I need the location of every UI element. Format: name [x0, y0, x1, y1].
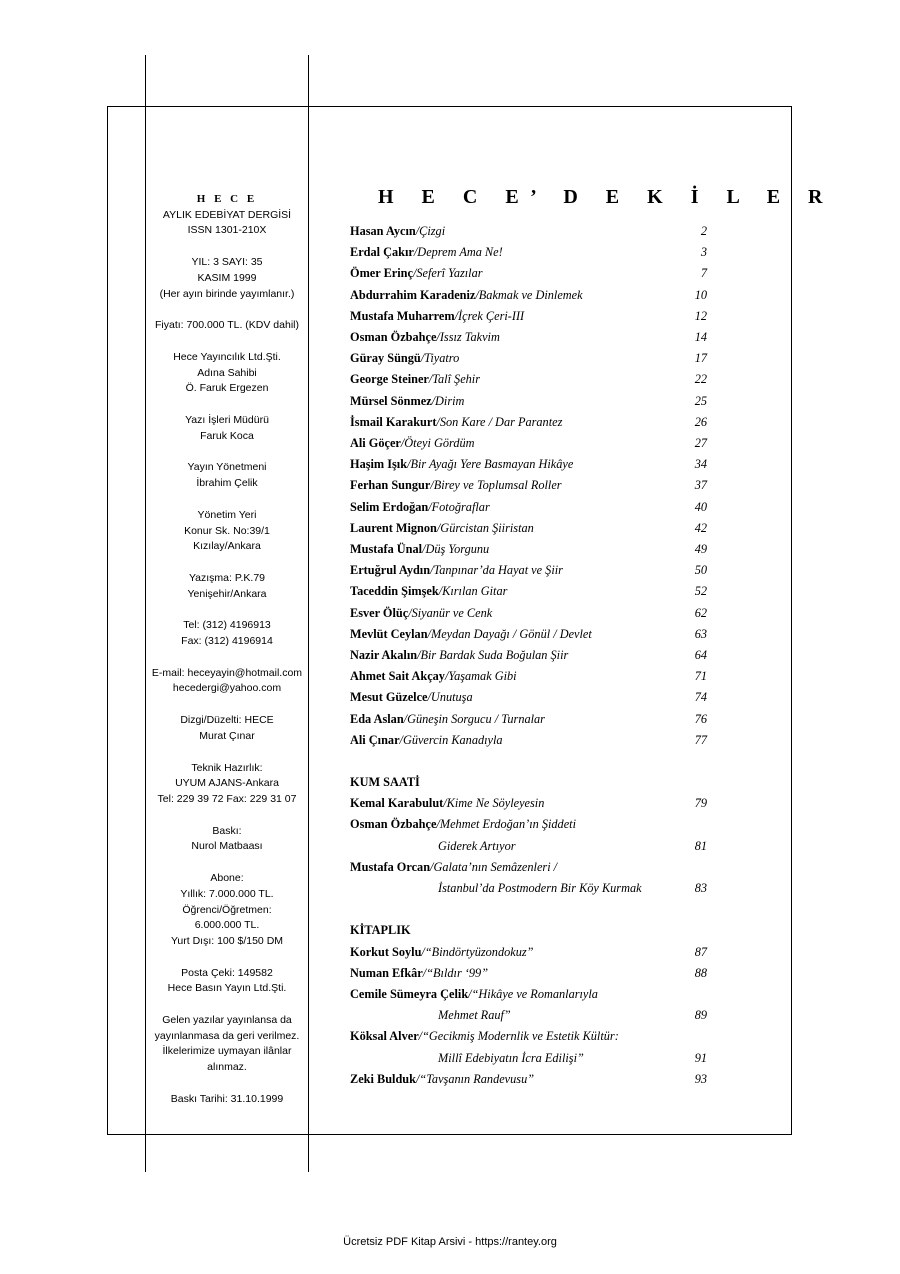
entry-page: 77: [694, 732, 707, 747]
entry-page: 42: [694, 520, 707, 535]
toc-entry-continuation: [350, 1005, 707, 1026]
entry-page: 64: [694, 648, 707, 663]
toc-section: [350, 920, 707, 1090]
entry-title: /Mehmet Erdoğan’ın Şiddeti: [436, 817, 576, 832]
entry-author: Mevlüt Ceylan: [350, 626, 428, 641]
entry-author: Nazir Akalın: [350, 648, 418, 663]
entry-page: 10: [694, 287, 707, 302]
entry-author: Ertuğrul Aydın: [350, 563, 431, 578]
entry-author: Esver Ölüç: [350, 605, 409, 620]
toc-entry: [350, 433, 707, 454]
entry-author: Numan Efkâr: [350, 965, 423, 980]
entry-title: /Kırılan Gitar: [438, 584, 508, 599]
entry-page: 17: [694, 351, 707, 366]
entry-title: /Seferî Yazılar: [412, 266, 483, 281]
entry-text: [350, 603, 492, 624]
entry-author: Güray Süngü: [350, 351, 421, 366]
entry-page: 81: [694, 838, 707, 853]
toc-entry: [350, 624, 707, 645]
entry-text: [350, 454, 573, 475]
imprint-line: Gelen yazılar yayınlansa da: [162, 1014, 292, 1027]
toc-entry: [350, 645, 707, 666]
entry-title: /Son Kare / Dar Parantez: [436, 414, 563, 429]
toc-entry: [350, 730, 707, 751]
imprint-line: Tel: (312) 4196913: [183, 619, 271, 632]
entry-page: 87: [694, 944, 707, 959]
imprint-block: [148, 1092, 306, 1108]
entry-text: [350, 539, 489, 560]
entry-text: [350, 560, 563, 581]
imprint-line: hecedergi@yahoo.com: [172, 682, 282, 695]
entry-title: /Issız Takvim: [436, 330, 500, 345]
imprint-block: [148, 350, 306, 397]
entry-title: /Bakmak ve Dinlemek: [475, 287, 583, 302]
entry-page: 14: [694, 330, 707, 345]
imprint-line: Yazı İşleri Müdürü: [185, 414, 269, 427]
entry-author: Mustafa Orcan: [350, 859, 431, 874]
entry-title: /Kime Ne Söyleyesin: [443, 796, 545, 811]
entry-page: 93: [694, 1071, 707, 1086]
entry-author: Selim Erdoğan: [350, 499, 429, 514]
entry-page: 71: [694, 669, 707, 684]
entry-author: Mürsel Sönmez: [350, 393, 432, 408]
entry-author: Erdal Çakır: [350, 245, 414, 260]
entry-title-continued: İstanbul’da Postmodern Bir Köy Kurmak: [438, 881, 642, 896]
entry-author: Mustafa Ünal: [350, 542, 423, 557]
entry-author: Taceddin Şimşek: [350, 584, 439, 599]
entry-page: 50: [694, 563, 707, 578]
imprint-column: [148, 192, 306, 1124]
entry-author: Ahmet Sait Akçay: [350, 669, 445, 684]
toc-entry: [350, 666, 707, 687]
imprint-line: Yönetim Yeri: [197, 508, 257, 521]
contents-title: H E C E’ D E K İ L E R: [378, 186, 834, 208]
imprint-line: Hece Yayıncılık Ltd.Şti.: [173, 350, 281, 363]
entry-author: George Steiner: [350, 372, 429, 387]
toc-entry: [350, 942, 707, 963]
entry-title: /Meydan Dayağı / Gönül / Devlet: [427, 626, 592, 641]
toc-entry: [350, 963, 707, 984]
toc-entry: [350, 603, 707, 624]
entry-author: Zeki Bulduk: [350, 1071, 416, 1086]
imprint-line: Baskı Tarihi: 31.10.1999: [170, 1092, 284, 1105]
imprint-line: Abone:: [210, 872, 244, 885]
toc-entry: [350, 539, 707, 560]
toc-entry: [350, 857, 707, 878]
entry-title: /Birey ve Toplumsal Roller: [430, 478, 562, 493]
entry-title: /Talî Şehir: [428, 372, 481, 387]
entry-title: /Bir Bardak Suda Boğulan Şiir: [417, 648, 569, 663]
imprint-line: alınmaz.: [207, 1061, 247, 1074]
entry-page: 12: [694, 308, 707, 323]
entry-text: [350, 709, 545, 730]
entry-text: [350, 327, 500, 348]
entry-text: [350, 242, 503, 263]
entry-author: Ferhan Sungur: [350, 478, 431, 493]
imprint-line: Yayın Yönetmeni: [187, 461, 267, 474]
toc-sections: [350, 772, 707, 1090]
entry-text: [350, 793, 544, 814]
imprint-line: 6.000.000 TL.: [194, 919, 260, 932]
entry-page: 22: [694, 372, 707, 387]
imprint-line: İbrahim Çelik: [196, 477, 258, 490]
toc-entry: [350, 709, 707, 730]
entry-author: Cemile Sümeyra Çelik: [350, 986, 469, 1001]
entry-page: 79: [694, 796, 707, 811]
imprint-block: [148, 666, 306, 697]
entry-author: Mustafa Muharrem: [350, 308, 455, 323]
entry-author: İsmail Karakurt: [350, 414, 437, 429]
entry-text: [350, 433, 475, 454]
entry-text: [350, 412, 562, 433]
entry-title: /Fotoğraflar: [428, 499, 490, 514]
imprint-line: Fiyatı: 700.000 TL. (KDV dahil): [155, 319, 299, 332]
imprint-block: [148, 713, 306, 744]
entry-author: Kemal Karabulut: [350, 796, 444, 811]
toc-section: [350, 772, 707, 899]
entry-title-continued: Giderek Artıyor: [438, 838, 516, 853]
imprint-block: [148, 824, 306, 855]
entry-author: Ali Çınar: [350, 732, 400, 747]
entry-page: 49: [694, 542, 707, 557]
entry-title: /“Bindörtyüzondokuz”: [421, 944, 534, 959]
imprint-line: Murat Çınar: [199, 729, 255, 742]
entry-text: [350, 1069, 534, 1090]
entry-page: 91: [694, 1050, 707, 1065]
imprint-block: [148, 571, 306, 602]
imprint-line: Yazışma: P.K.79: [188, 571, 266, 584]
toc-entry: [350, 391, 707, 412]
toc-entry: [350, 475, 707, 496]
entry-text: [350, 391, 464, 412]
imprint-line: Faruk Koca: [200, 429, 254, 442]
toc-entry: [350, 412, 707, 433]
entry-author: Osman Özbahçe: [350, 330, 437, 345]
section-heading: KUM SAATİ: [350, 775, 420, 790]
imprint-block: [148, 1013, 306, 1076]
entry-title: /Siyanür ve Cenk: [408, 605, 493, 620]
toc-entry: [350, 497, 707, 518]
contents-column: [350, 186, 834, 1090]
toc-entry: [350, 687, 707, 708]
imprint-line: Yıllık: 7.000.000 TL.: [180, 887, 274, 900]
imprint-block: [148, 618, 306, 649]
entry-author: Ömer Erinç: [350, 266, 413, 281]
entry-title: /Öteyi Gördüm: [400, 436, 475, 451]
toc-entry: [350, 221, 707, 242]
toc-entry: [350, 327, 707, 348]
entry-text: [350, 369, 480, 390]
entry-text: [350, 645, 568, 666]
entry-page: 7: [700, 266, 707, 281]
section-heading: KİTAPLIK: [350, 923, 411, 938]
entry-title: /Güvercin Kanadıyla: [399, 732, 503, 747]
toc-entry: [350, 581, 707, 602]
entry-text: [350, 963, 488, 984]
entry-text: [350, 306, 524, 327]
entry-author: Köksal Alver: [350, 1029, 419, 1044]
imprint-line: Tel: 229 39 72 Fax: 229 31 07: [157, 792, 297, 805]
toc-entry: [350, 242, 707, 263]
entry-title: /“Tavşanın Randevusu”: [415, 1071, 535, 1086]
entry-title: /Yaşamak Gibi: [444, 669, 517, 684]
entry-title: /“Hikâye ve Romanlarıyla: [468, 986, 598, 1001]
imprint-line: Öğrenci/Öğretmen:: [182, 903, 272, 916]
imprint-line: Ö. Faruk Ergezen: [185, 382, 269, 395]
entry-page: 89: [694, 1008, 707, 1023]
imprint-line: Teknik Hazırlık:: [191, 761, 263, 774]
entry-title: /Galata’nın Semâzenleri /: [430, 859, 558, 874]
entry-title: /Bir Ayağı Yere Basmayan Hikâye: [407, 457, 574, 472]
entry-text: [350, 497, 490, 518]
imprint-line: Adına Sahibi: [197, 366, 257, 379]
entry-title-continued: Mehmet Rauf”: [438, 1008, 511, 1023]
toc-entry: [350, 285, 707, 306]
entry-text: [350, 518, 534, 539]
imprint-line: (Her ayın birinde yayımlanır.): [159, 287, 295, 300]
toc-entry: [350, 560, 707, 581]
imprint-line: Hece Basın Yayın Ltd.Şti.: [167, 982, 287, 995]
entry-title: /Dirim: [431, 393, 465, 408]
entry-title-continued: Millî Edebiyatın İcra Edilişi”: [438, 1050, 584, 1065]
toc-entry: [350, 984, 707, 1005]
imprint-block: [148, 460, 306, 491]
entry-text: [350, 263, 483, 284]
entry-title: /Güneşin Sorgucu / Turnalar: [403, 711, 545, 726]
toc-entry-continuation: [350, 836, 707, 857]
imprint-line: Posta Çeki: 149582: [181, 966, 273, 979]
entry-author: Abdurrahim Karadeniz: [350, 287, 476, 302]
imprint-line: Fax: (312) 4196914: [181, 635, 273, 648]
issn: ISSN 1301-210X: [187, 224, 267, 237]
magazine-subtitle: AYLIK EDEBİYAT DERGİSİ: [162, 208, 292, 221]
imprint-block: [148, 413, 306, 444]
toc-list: [350, 221, 707, 751]
toc-entry: [350, 263, 707, 284]
toc-entry: [350, 454, 707, 475]
entry-text: [350, 942, 533, 963]
imprint-block: [148, 871, 306, 950]
entry-author: Mesut Güzelce: [350, 690, 428, 705]
entry-title: /“Gecikmiş Modernlik ve Estetik Kültür:: [418, 1029, 619, 1044]
entry-text: [350, 666, 517, 687]
toc-entry: [350, 1069, 707, 1090]
toc-entry-continuation: [350, 1048, 707, 1069]
entry-page: 40: [694, 499, 707, 514]
entry-author: Eda Aslan: [350, 711, 404, 726]
imprint-line: Nurol Matbaası: [191, 840, 263, 853]
toc-entry: [350, 793, 707, 814]
imprint-block: [148, 761, 306, 808]
imprint-line: YIL: 3 SAYI: 35: [191, 256, 263, 269]
imprint-line: KASIM 1999: [197, 271, 257, 284]
entry-title: /Tanpınar’da Hayat ve Şiir: [430, 563, 563, 578]
imprint-block: [148, 966, 306, 997]
entry-text: [350, 984, 598, 1005]
entry-text: [350, 857, 557, 878]
toc-entry: [350, 369, 707, 390]
magazine-name: H E C E: [196, 193, 258, 205]
entry-title: /Tiyatro: [420, 351, 460, 366]
entry-page: 37: [694, 478, 707, 493]
entry-page: 26: [694, 414, 707, 429]
imprint-line: E-mail: heceyayin@hotmail.com: [151, 666, 303, 679]
entry-author: Hasan Aycın: [350, 224, 416, 238]
entry-text: [350, 814, 576, 835]
entry-text: [350, 581, 507, 602]
imprint-block: [148, 255, 306, 302]
entry-author: Haşim Işık: [350, 457, 408, 472]
entry-text: [350, 687, 473, 708]
entry-text: [350, 730, 503, 751]
entry-title: /Gürcistan Şiiristan: [436, 520, 534, 535]
imprint-line: Dizgi/Düzelti: HECE: [180, 714, 274, 727]
entry-text: [350, 475, 562, 496]
toc-entry-continuation: [350, 878, 707, 899]
masthead: [148, 192, 306, 239]
entry-page: 62: [694, 605, 707, 620]
toc-entry: [350, 306, 707, 327]
entry-title: /Düş Yorgunu: [422, 542, 490, 557]
entry-page: 34: [694, 457, 707, 472]
toc-entry: [350, 1026, 707, 1047]
entry-page: 83: [694, 881, 707, 896]
entry-page: 3: [700, 245, 707, 260]
entry-title: /Unutuşa: [427, 690, 473, 705]
toc-entry: [350, 348, 707, 369]
imprint-line: Konur Sk. No:39/1: [184, 524, 270, 537]
entry-text: [350, 624, 592, 645]
entry-page: 2: [700, 224, 707, 238]
imprint-line: Kızılay/Ankara: [193, 540, 261, 553]
imprint-block: [148, 318, 306, 334]
entry-text: [350, 285, 583, 306]
imprint-line: Yenişehir/Ankara: [187, 587, 267, 600]
toc-entry: [350, 814, 707, 835]
imprint-line: Baskı:: [212, 824, 242, 837]
entry-title: /Deprem Ama Ne!: [413, 245, 503, 260]
entry-author: Ali Göçer: [350, 436, 401, 451]
entry-page: 88: [694, 965, 707, 980]
entry-page: 76: [694, 711, 707, 726]
imprint-line: yayınlanmasa da geri verilmez.: [154, 1029, 300, 1042]
entry-author: Korkut Soylu: [350, 944, 422, 959]
entry-page: 63: [694, 626, 707, 641]
footer-source: Ücretsiz PDF Kitap Arsivi - https://rantey.org: [343, 1236, 557, 1248]
entry-page: 74: [694, 690, 707, 705]
entry-text: [350, 221, 445, 242]
imprint-line: İlkelerimize uymayan ilânlar: [162, 1045, 292, 1058]
entry-title: /İçrek Çeri-III: [454, 308, 525, 323]
entry-author: Laurent Mignon: [350, 520, 437, 535]
entry-page: 25: [694, 393, 707, 408]
entry-title: /“Bıldır ‘99”: [422, 965, 489, 980]
imprint-block: [148, 508, 306, 555]
entry-page: 27: [694, 436, 707, 451]
entry-page: 52: [694, 584, 707, 599]
entry-text: [350, 348, 459, 369]
imprint-line: UYUM AJANS-Ankara: [175, 777, 279, 790]
entry-text: [350, 1026, 619, 1047]
imprint-line: Yurt Dışı: 100 $/150 DM: [170, 934, 284, 947]
imprint-blocks: [148, 255, 306, 1107]
toc-entry: [350, 518, 707, 539]
entry-title: /Çizgi: [415, 224, 446, 238]
entry-author: Osman Özbahçe: [350, 817, 437, 832]
